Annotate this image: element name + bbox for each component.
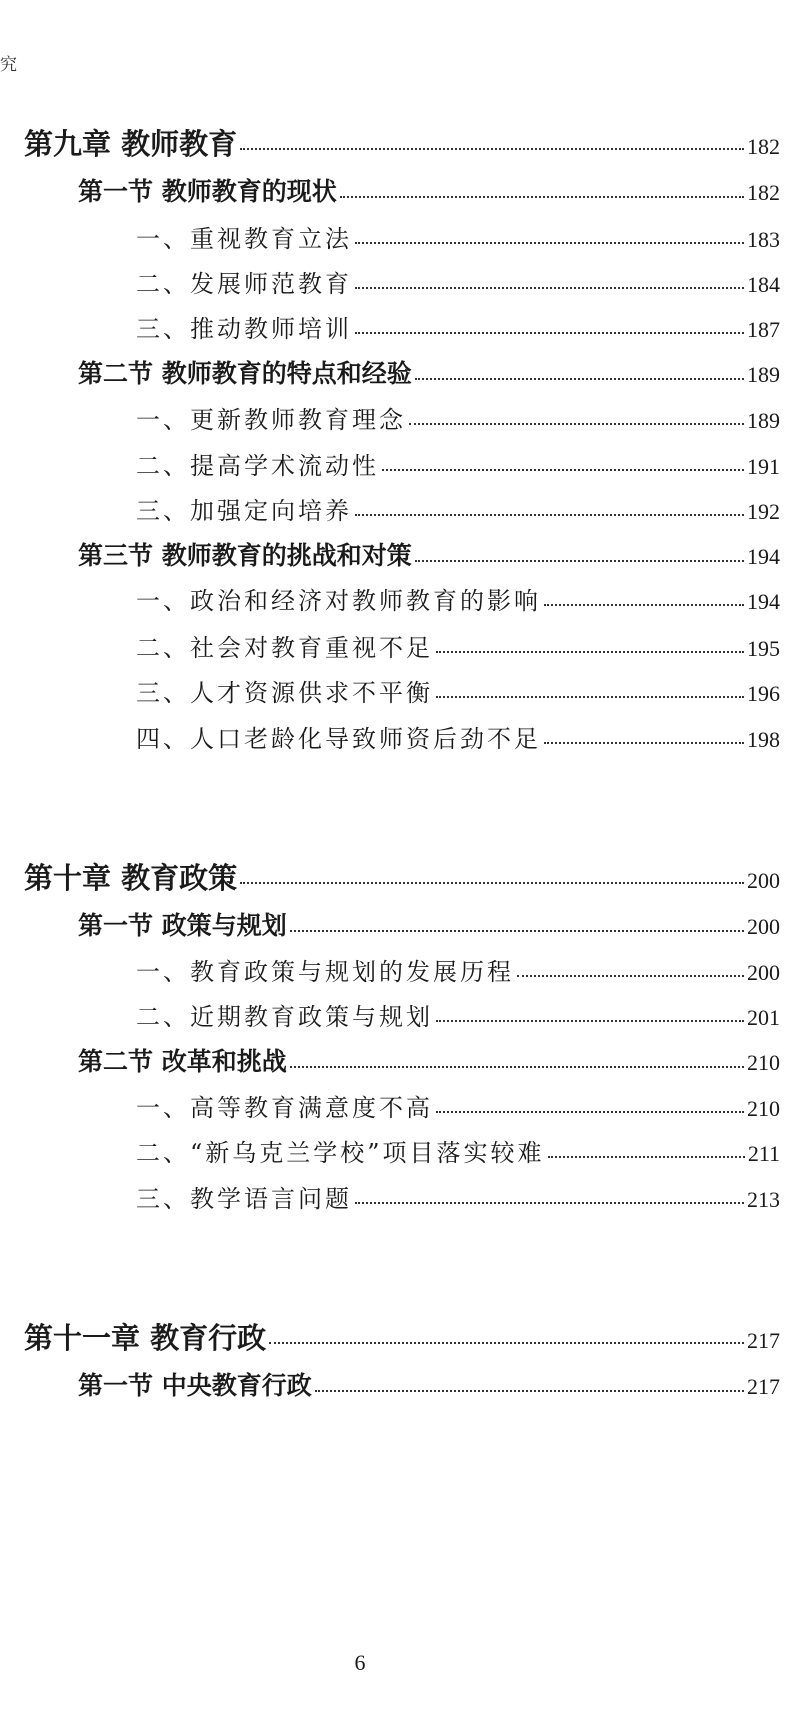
entry-label: 第一节 中央教育行政 [78,1371,312,1400]
entry-label: 三、教学语言问题 [136,1185,352,1213]
dot-leader [355,286,744,289]
toc-entry-section[interactable] [78,906,780,942]
toc-entry-subsection[interactable] [136,719,780,754]
toc-entry-subsection[interactable] [136,309,780,344]
entry-label: 三、推动教师培训 [136,315,352,343]
toc-entry-subsection[interactable] [136,491,780,526]
entry-label: 一、重视教育立法 [136,225,352,253]
entry-page: 217 [747,1374,780,1399]
entry-label: 第一节 政策与规划 [78,911,287,940]
dot-leader [415,377,744,380]
dot-leader [436,695,744,698]
dot-leader [340,195,744,198]
entry-page: 187 [747,317,780,342]
dot-leader [290,1065,744,1068]
toc-entry-subsection[interactable] [136,581,780,616]
dot-leader [315,1389,744,1392]
toc-entry-subsection[interactable] [136,446,780,481]
entry-page: 182 [747,180,780,205]
entry-label: 一、政治和经济对教师教育的影响 [136,587,541,615]
entry-page: 191 [747,454,780,479]
toc-entry-section[interactable] [78,536,780,572]
toc-entry-subsection[interactable] [136,628,780,663]
entry-label: 二、近期教育政策与规划 [136,1003,433,1031]
toc-entry-chapter[interactable] [24,856,780,897]
entry-label: 第三节 教师教育的挑战和对策 [78,541,412,570]
toc-entry-subsection[interactable] [136,219,780,254]
entry-label: 第一节 教师教育的现状 [78,177,337,206]
toc-entry-subsection[interactable] [136,1133,780,1168]
entry-label: 第十章 教育政策 [24,861,238,895]
dot-leader [544,741,744,744]
toc-entry-section[interactable] [78,1366,780,1402]
dot-leader [382,468,744,471]
entry-label: 第十一章 教育行政 [24,1321,267,1355]
dot-leader [355,513,744,516]
toc-entry-subsection[interactable] [136,997,780,1032]
toc-entry-chapter[interactable] [24,1316,780,1357]
dot-leader [544,603,744,606]
toc-entry-subsection[interactable] [136,1088,780,1123]
dot-leader [409,422,744,425]
entry-page: 210 [747,1050,780,1075]
dot-leader [240,881,744,884]
dot-leader [355,331,744,334]
entry-label: 二、社会对教育重视不足 [136,634,433,662]
entry-page: 198 [747,727,780,752]
entry-label: 一、高等教育满意度不高 [136,1094,433,1122]
dot-leader [517,974,744,977]
dot-leader [269,1341,744,1344]
toc-entry-chapter[interactable] [24,122,780,163]
entry-page: 201 [747,1005,780,1030]
entry-page: 211 [747,1141,780,1166]
entry-label: 二、“新乌克兰学校”项目落实较难 [136,1139,545,1167]
entry-page: 196 [747,681,780,706]
toc-entry-subsection[interactable] [136,264,780,299]
toc-entry-section[interactable] [78,354,780,390]
entry-label: 二、提高学术流动性 [136,452,379,480]
entry-page: 184 [747,272,780,297]
entry-page: 200 [747,868,780,893]
dot-leader [415,559,744,562]
entry-page: 194 [747,544,780,569]
entry-page: 213 [747,1187,780,1212]
toc-entry-section[interactable] [78,1042,780,1078]
entry-page: 195 [747,636,780,661]
entry-page: 182 [747,134,780,159]
entry-page: 194 [747,589,780,614]
toc-entry-subsection[interactable] [136,1179,780,1214]
dot-leader [436,1019,744,1022]
entry-label: 二、发展师范教育 [136,270,352,298]
entry-label: 一、更新教师教育理念 [136,406,406,434]
toc-entry-subsection[interactable] [136,400,780,435]
entry-page: 192 [747,499,780,524]
toc-entry-subsection[interactable] [136,952,780,987]
dot-leader [355,1201,744,1204]
entry-label: 一、教育政策与规划的发展历程 [136,958,514,986]
entry-page: 183 [747,227,780,252]
entry-label: 第二节 改革和挑战 [78,1047,287,1076]
entry-page: 189 [747,408,780,433]
entry-label: 三、加强定向培养 [136,497,352,525]
toc-entry-section[interactable] [78,172,780,208]
entry-page: 200 [747,960,780,985]
page-number: 6 [354,1650,366,1675]
entry-label: 四、人口老龄化导致师资后劲不足 [136,725,541,753]
running-header: 究 [0,55,17,75]
dot-leader [436,650,744,653]
entry-label: 第九章 教师教育 [24,127,238,161]
entry-page: 189 [747,362,780,387]
entry-label: 第二节 教师教育的特点和经验 [78,359,412,388]
dot-leader [290,929,744,932]
dot-leader [436,1110,744,1113]
entry-label: 三、人才资源供求不平衡 [136,679,433,707]
dot-leader [240,147,744,150]
entry-page: 200 [747,914,780,939]
dot-leader [548,1155,745,1158]
entry-page: 210 [747,1096,780,1121]
entry-page: 217 [747,1328,780,1353]
dot-leader [355,241,744,244]
toc-entry-subsection[interactable] [136,673,780,708]
